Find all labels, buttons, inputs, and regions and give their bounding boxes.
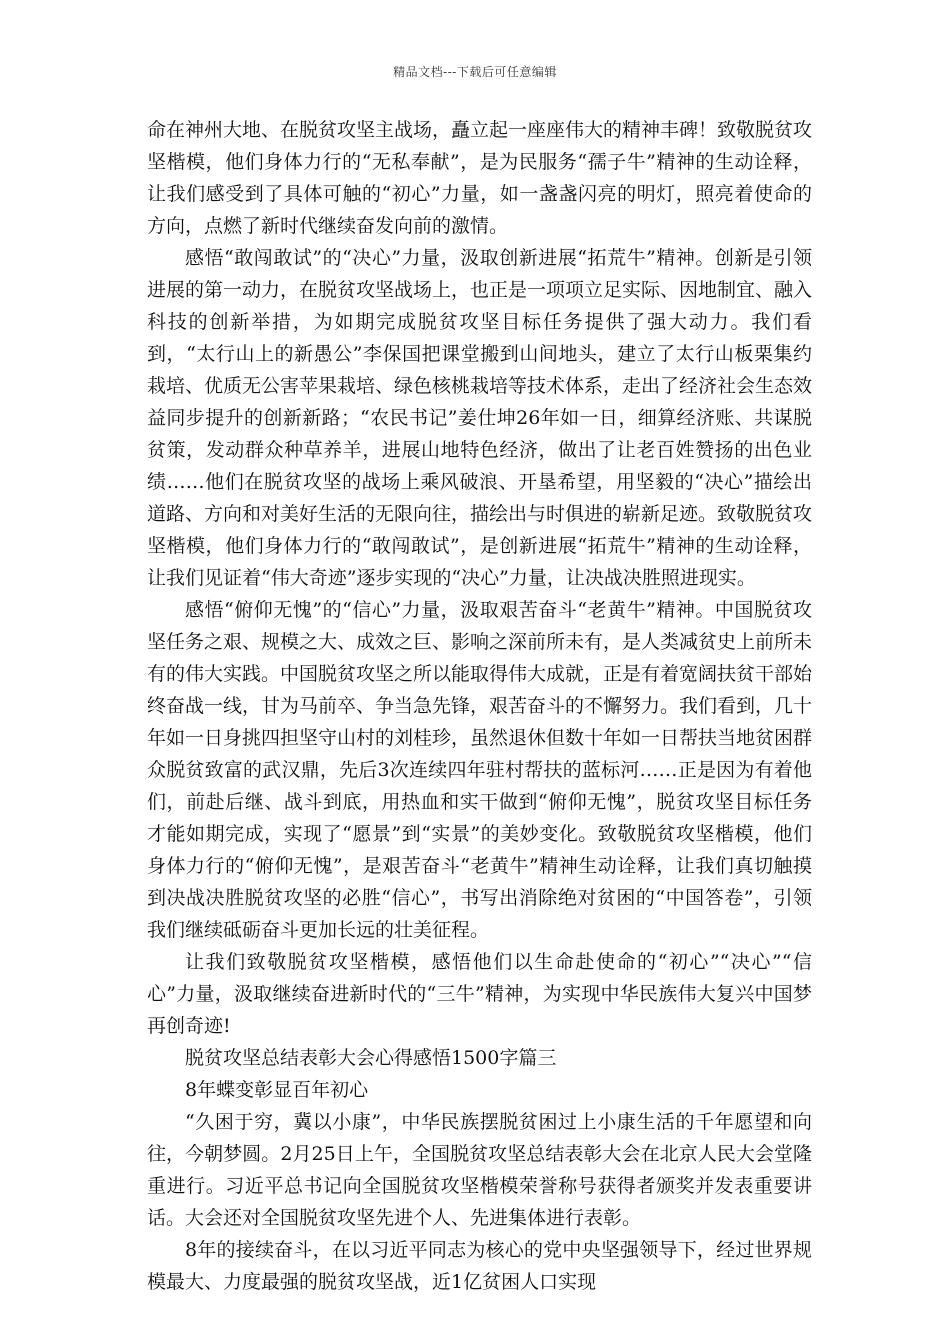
section-subtitle: 8年蝶变彰显百年初心 [185,1079,369,1101]
paragraph-1: 命在神州大地、在脱贫攻坚主战场，矗立起一座座伟大的精神丰碑！致敬脱贫攻坚楷模，他们身体力行的“无私奉献”，是为民服务“孺子牛”精神的生动诠释，让我们感受到了具体可触的“初心”力量，如一盏盏闪亮的明灯，照亮着使命的方向，点燃了新时代继续奋发向前的激情。 [147,119,813,237]
document-body [147,114,812,1298]
paragraph-6: 8年的接续奋斗，在以习近平同志为核心的党中央坚强领导下，经过世界规模最大、力度最强的脱贫攻坚战，近1亿贫困人口实现 [147,1239,812,1293]
section-title: 脱贫攻坚总结表彰大会心得感悟1500字篇三 [185,1047,557,1069]
paragraph-2: 感悟“敢闯敢试”的“决心”力量，汲取创新进展“拓荒牛”精神。创新是引领进展的第一动力，在脱贫攻坚战场上，也正是一项项立足实际、因地制宜、融入科技的创新举措，为如期完成脱贫攻坚目标任务提供了强大动力。我们看到，“太行山上的新愚公”李保国把课堂搬到山间地头，建立了太行山板栗集约栽培、优质无公害苹果栽培、绿色核桃栽培等技术体系，走出了经济社会生态效益同步提升的创新新路；“农民书记”姜仕坤26年如一日，细算经济账、共谋脱贫策，发动群众种草养羊，进展山地特色经济，做出了让老百姓赞扬的出色业绩……他们在脱贫攻坚的战场上乘风破浪、开垦希望，用坚毅的“决心”描绘出道路、方向和对美好生活的无限向往，描绘出与时俱进的崭新足迹。致敬脱贫攻坚楷模，他们身体力行的“敢闯敢试”，是创新进展“拓荒牛”精神的生动诠释，让我们见证着“伟大奇迹”逐步实现的“决心”力量，让决战决胜照进现实。 [147,247,813,589]
page-header: 精品文档---下载后可任意编辑 [393,65,557,79]
paragraph-3: 感悟“俯仰无愧”的“信心”力量，汲取艰苦奋斗“老黄牛”精神。中国脱贫攻坚任务之艰、规模之大、成效之巨、影响之深前所未有，是人类减贫史上前所未有的伟大实践。中国脱贫攻坚之所以能取得伟大成就，正是有着宽阔扶贫干部始终奋战一线，甘为马前卒、争当急先锋，艰苦奋斗的不懈努力。我们看到，几十年如一日身挑四担坚守山村的刘桂珍，虽然退休但数十年如一日帮扶当地贫困群众脱贫致富的武汉鼎，先后3次连续四年驻村帮扶的蓝标河……正是因为有着他们，前赴后继、战斗到底，用热血和实干做到“俯仰无愧”，脱贫攻坚目标任务才能如期完成，实现了“愿景”到“实景”的美妙变化。致敬脱贫攻坚楷模，他们身体力行的“俯仰无愧”，是艰苦奋斗“老黄牛”精神生动诠释，让我们真切触摸到决战决胜脱贫攻坚的必胜“信心”，书写出消除绝对贫困的“中国答卷”，引领我们继续砥砺奋斗更加长远的壮美征程。 [147,599,813,941]
paragraph-4: 让我们致敬脱贫攻坚楷模，感悟他们以生命赴使命的“初心”“决心”“信心”力量，汲取继续奋进新时代的“三牛”精神，为实现中华民族伟大复兴中国梦再创奇迹! [147,951,812,1037]
paragraph-5: “久困于穷，冀以小康”，中华民族摆脱贫困过上小康生活的千年愿望和向往，今朝梦圆。2月25日上午，全国脱贫攻坚总结表彰大会在北京人民大会堂隆重进行。习近平总书记向全国脱贫攻坚楷模荣誉称号获得者颁奖并发表重要讲话。大会还对全国脱贫攻坚先进个人、先进集体进行表彰。 [147,1111,812,1229]
